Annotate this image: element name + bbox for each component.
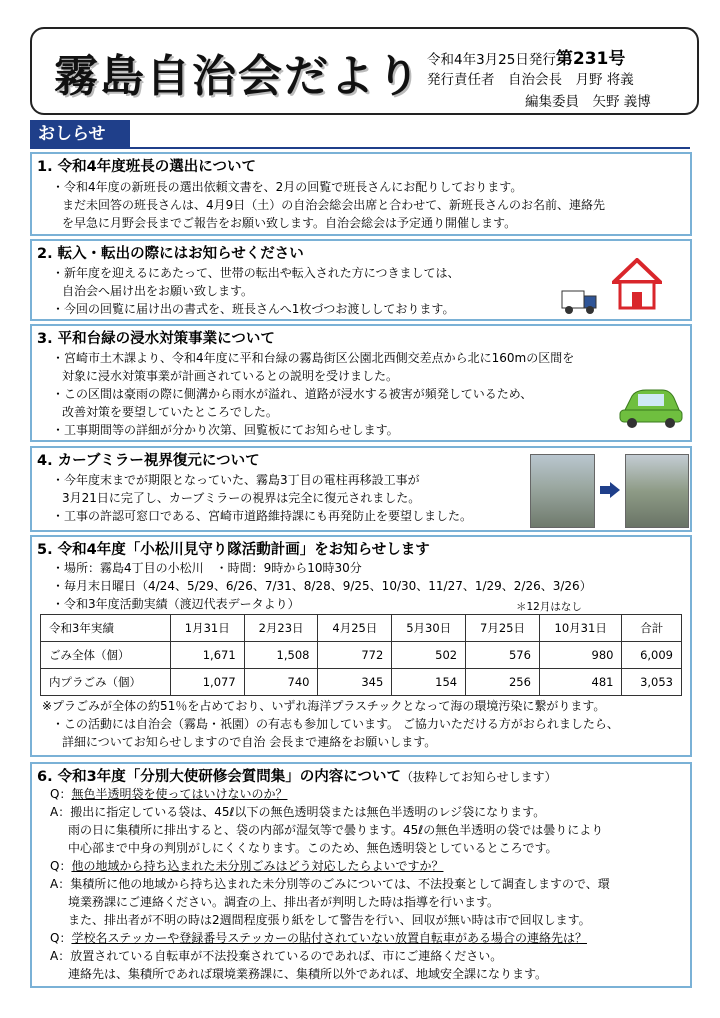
plastic-note: ※プラごみが全体の約51％を占めており、いずれ海洋プラスチックとなって海の環境汚染に繋がります。 xyxy=(42,699,606,713)
section-4-line: ・今年度末までが期限となっていた、霧島3丁目の電柱再移設工事が xyxy=(52,473,420,487)
table-cell: 1,508 xyxy=(244,642,318,669)
publisher-line: 発行責任者 自治会長 月野 将義 xyxy=(427,72,634,88)
answer-text: また、排出者が不明の時は2週間程度張り紙をして警告を行い、回収が無い時は市で回収します。 xyxy=(68,913,591,927)
section-2-line: ・新年度を迎えるにあたって、世帯の転出や転入された方につきましては、 xyxy=(52,266,460,280)
section-4-title: 4. カーブミラー視界復元について xyxy=(37,453,260,469)
a-prefix: A： xyxy=(50,877,71,891)
table-cell: 256 xyxy=(466,669,540,696)
section-1-line: を早急に月野会長までご報告をお願い致します。自治会総会は予定通り開催します。 xyxy=(62,216,517,230)
a-prefix: A： xyxy=(50,805,71,819)
section-6-title-suffix: （抜粋してお知らせします） xyxy=(400,770,557,784)
section-2-title: 2. 転入・転出の際にはお知らせください xyxy=(37,246,304,262)
moving-truck-icon xyxy=(560,285,600,317)
section-2-line: 自治会へ届け出をお願い致します。 xyxy=(62,284,254,298)
section-4-line: ・工事の許認可窓口である、宮崎市道路維持課にも再発防止を要望しました。 xyxy=(52,509,473,523)
answer-text: 連絡先は、集積所であれば環境業務課に、集積所以外であれば、地域安全課になります。 xyxy=(68,967,548,981)
arrow-right-icon xyxy=(600,482,620,498)
table-cell: 3,053 xyxy=(622,669,682,696)
table-cell: 154 xyxy=(392,669,466,696)
table-header-cell: 1月31日 xyxy=(170,615,244,642)
table-header-cell: 4月25日 xyxy=(318,615,392,642)
issue-number: 第231号 xyxy=(555,49,626,69)
table-cell: 内プラごみ（個） xyxy=(41,669,171,696)
table-header-cell: 7月25日 xyxy=(466,615,540,642)
table-header-cell: 2月23日 xyxy=(244,615,318,642)
table-cell: 740 xyxy=(244,669,318,696)
table-header-cell: 合計 xyxy=(622,615,682,642)
patrol-place-time: ・場所：霧島4丁目の小松川 ・時間：9時から10時30分 xyxy=(52,561,362,575)
qa-question xyxy=(50,785,287,803)
section-3-line: ・宮崎市土木課より、令和4年度に平和台緑の霧島街区公園北西側交差点から北に160mの区間を xyxy=(52,351,575,365)
patrol-schedule: ・毎月末日曜日（4/24、5/29、6/26、7/31、8/28、9/25、10/30、11/27、1/29、2/26、3/26） xyxy=(52,579,592,593)
qa-question xyxy=(50,929,587,947)
question-text: 他の地域から持ち込まれた未分別ごみはどう対応したらよいですか？ xyxy=(71,859,444,873)
table-cell: 1,671 xyxy=(170,642,244,669)
qa-answer-line xyxy=(50,947,502,965)
table-cell: 345 xyxy=(318,669,392,696)
section-3-title: 3. 平和台緑の浸水対策事業について xyxy=(37,331,275,347)
car-icon xyxy=(616,386,686,430)
section-4-line: 3月21日に完了し、カーブミラーの視界は完全に復元されました。 xyxy=(62,491,421,505)
table-cell: ごみ全体（個） xyxy=(41,642,171,669)
photo-before-mirror xyxy=(530,454,595,528)
section-5-title: 5. 令和4年度「小松川見守り隊活動計画」をお知らせします xyxy=(37,542,430,558)
december-note: ＊12月はなし xyxy=(516,601,582,613)
section-1-line: まだ未回答の班長さんは、4月9日（土）の自治会総会出席と合わせて、新班長さんのお名前、連絡先 xyxy=(62,198,606,212)
section-3-line: 改善対策を要望していたところでした。 xyxy=(62,405,278,419)
section-2-line: ・今回の回覧に届け出の書式を、班長さんへ1枚づつお渡ししております。 xyxy=(52,302,455,316)
answer-text: 集積所に他の地域から持ち込まれた未分別等のごみについては、不法投棄として調査しますので、環 xyxy=(70,877,610,891)
table-cell: 6,009 xyxy=(622,642,682,669)
table-row xyxy=(41,669,682,696)
table-header-cell: 5月30日 xyxy=(392,615,466,642)
section-5-line: ・この活動には自治会（霧島・祇園）の有志も参加しています。 ご協力いただける方がおられましたら、 xyxy=(52,717,619,731)
table-cell: 481 xyxy=(539,669,622,696)
table-row xyxy=(41,642,682,669)
answer-text: 境業務課にご連絡ください。調査の上、排出者が判明した時は指導を行います。 xyxy=(68,895,500,909)
table-cell: 772 xyxy=(318,642,392,669)
editor-line: 編集委員 矢野 義博 xyxy=(525,94,651,110)
newsletter-title: 霧島自治会だより xyxy=(54,51,422,102)
q-prefix: Q： xyxy=(50,859,72,873)
section-3-line: ・工事期間等の詳細が分かり次第、回覧板にてお知らせします。 xyxy=(52,423,399,437)
results-label: ・令和3年度活動実績（渡辺代表データより） xyxy=(52,597,300,611)
qa-question xyxy=(50,857,443,875)
table-cell: 1,077 xyxy=(170,669,244,696)
question-text: 無色半透明袋を使ってはいけないのか？ xyxy=(71,787,288,801)
section-6-title-main: 6. 令和3年度「分別大使研修会質問集」の内容について xyxy=(37,769,401,785)
section-label: おしらせ xyxy=(30,120,130,148)
qa-answer-line xyxy=(50,875,610,893)
section-6-title xyxy=(37,765,557,786)
answer-text: 搬出に指定している袋は、45ℓ以下の無色透明袋または無色半透明のレジ袋になります。 xyxy=(70,805,546,819)
house-icon xyxy=(612,258,662,310)
section-1-title: 1. 令和4年度班長の選出について xyxy=(37,159,256,175)
qa-answer-line xyxy=(50,803,545,821)
table-header-cell: 10月31日 xyxy=(539,615,622,642)
section-3-line: ・この区間は豪雨の際に側溝から雨水が溢れ、道路が浸水する被害が頻発しているため、 xyxy=(52,387,533,401)
issue-line xyxy=(427,44,625,69)
question-text: 学校名ステッカーや登録番号ステッカーの貼付されていない放置自転車がある場合の連絡先は？ xyxy=(71,931,587,945)
answer-text: 中心部まで中身の判別がしにくくなります。このため、無色透明袋としているところです。 xyxy=(68,841,558,855)
q-prefix: Q： xyxy=(50,787,72,801)
section-5-line: 詳細についてお知らせしますので自治 会長まで連絡をお願いします。 xyxy=(62,735,437,749)
answer-text: 雨の日に集積所に排出すると、袋の内部が湿気等で曇ります。45ℓの無色半透明の袋では曇りにより xyxy=(68,823,604,837)
results-table xyxy=(40,614,682,696)
table-header-cell: 令和3年実績 xyxy=(41,615,171,642)
issue-date: 令和4年3月25日発行 xyxy=(427,52,556,68)
table-cell: 502 xyxy=(392,642,466,669)
q-prefix: Q： xyxy=(50,931,72,945)
table-cell: 980 xyxy=(539,642,622,669)
table-cell: 576 xyxy=(466,642,540,669)
table-header-row xyxy=(41,615,682,642)
answer-text: 放置されている自転車が不法投棄されているのであれば、市にご連絡ください。 xyxy=(70,949,503,963)
section-divider xyxy=(30,147,690,149)
a-prefix: A： xyxy=(50,949,71,963)
section-1-line: ・令和4年度の新班長の選出依頼文書を、2月の回覧で班長さんにお配りしております。 xyxy=(52,180,523,194)
photo-after-mirror xyxy=(625,454,689,528)
section-3-line: 対象に浸水対策事業が計画されているとの説明を受けました。 xyxy=(62,369,399,383)
